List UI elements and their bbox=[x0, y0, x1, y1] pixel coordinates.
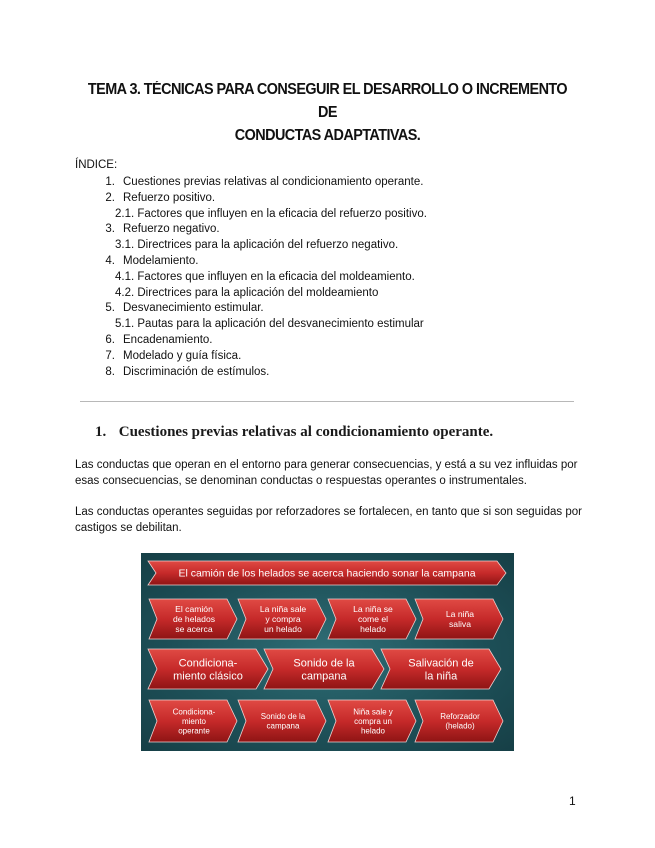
toc-item-3: 3. Refuerzo negativo. bbox=[105, 223, 220, 236]
toc-item-5: 5. Desvanecimiento estimular. bbox=[105, 302, 264, 315]
toc-item-4: 4. Modelamiento. bbox=[105, 254, 199, 267]
page-number: 1 bbox=[569, 794, 576, 808]
row1-text-3: La niña se come el helado bbox=[353, 604, 393, 635]
row3-text-2: Sonido de la campana bbox=[260, 712, 306, 731]
section-1-title: Cuestiones previas relativas al condicionamiento operante. bbox=[118, 424, 494, 440]
toc-item-6: 6. Encadenamiento. bbox=[105, 333, 213, 346]
section-1-number: 1. bbox=[95, 424, 107, 440]
conditioning-diagram bbox=[141, 553, 514, 751]
section-divider bbox=[80, 401, 574, 402]
toc-item-7: 7. Modelado y guía física. bbox=[105, 349, 242, 362]
table-of-contents bbox=[75, 175, 595, 380]
toc-subitem-2-1: 2.1. Factores que influyen en la eficacia del refuerzo positivo. bbox=[115, 207, 427, 220]
row3-text-1: Condiciona-miento operante bbox=[172, 707, 216, 736]
toc-subitem-3-1: 3.1. Directrices para la aplicación del refuerzo negativo. bbox=[115, 239, 399, 252]
paragraph-1: Las conductas que operan en el entorno para generar consecuencias, y está a su vez influidas por esas consecuencias, se denominan conductas o respuestas operantes o instrumentales. bbox=[75, 459, 578, 487]
document-title bbox=[79, 78, 577, 147]
row1-text-2: La niña sale y compra un helado bbox=[259, 604, 307, 635]
row2-text-3: Salivación de la niña bbox=[408, 657, 474, 683]
row1-text-1: El camión de helados se acerca bbox=[172, 604, 216, 635]
toc-item-1: 1. Cuestiones previas relativas al condicionamiento operante. bbox=[105, 176, 424, 188]
section-1-heading bbox=[95, 424, 493, 441]
toc-subitem-4-1: 4.1. Factores que influyen en la eficacia del moldeamiento. bbox=[115, 270, 415, 283]
conditioning-diagram-svg bbox=[141, 553, 514, 751]
paragraph-2: Las conductas operantes seguidas por reforzadores se fortalecen, en tanto que si son seguidas por castigos se debilitan. bbox=[75, 506, 582, 534]
toc-item-2: 2. Refuerzo positivo. bbox=[105, 191, 216, 204]
diagram-banner-text: El camión de los helados se acerca haciendo sonar la campana bbox=[178, 567, 476, 580]
title-line-1: TEMA 3. TÉCNICAS PARA CONSEGUIR EL DESARROLLO O INCREMENTO DE bbox=[87, 81, 568, 121]
toc-subitem-5-1: 5.1. Pautas para la aplicación del desvanecimiento estimular bbox=[115, 318, 424, 331]
title-line-2: CONDUCTAS ADAPTATIVAS. bbox=[234, 127, 421, 144]
toc-item-8: 8. Discriminación de estímulos. bbox=[105, 365, 270, 378]
toc-subitem-4-2: 4.2. Directrices para la aplicación del moldeamiento bbox=[115, 286, 379, 299]
row2-text-2: Sonido de la campana bbox=[293, 657, 355, 683]
row2-text-1: Condiciona-miento clásico bbox=[173, 657, 243, 683]
index-label: ÍNDICE: bbox=[75, 159, 118, 171]
row1-text-4: La niña saliva bbox=[445, 609, 475, 630]
row3-text-4: Reforzador (helado) bbox=[440, 712, 480, 731]
row3-text-3: Niña sale y compra un helado bbox=[353, 707, 393, 736]
